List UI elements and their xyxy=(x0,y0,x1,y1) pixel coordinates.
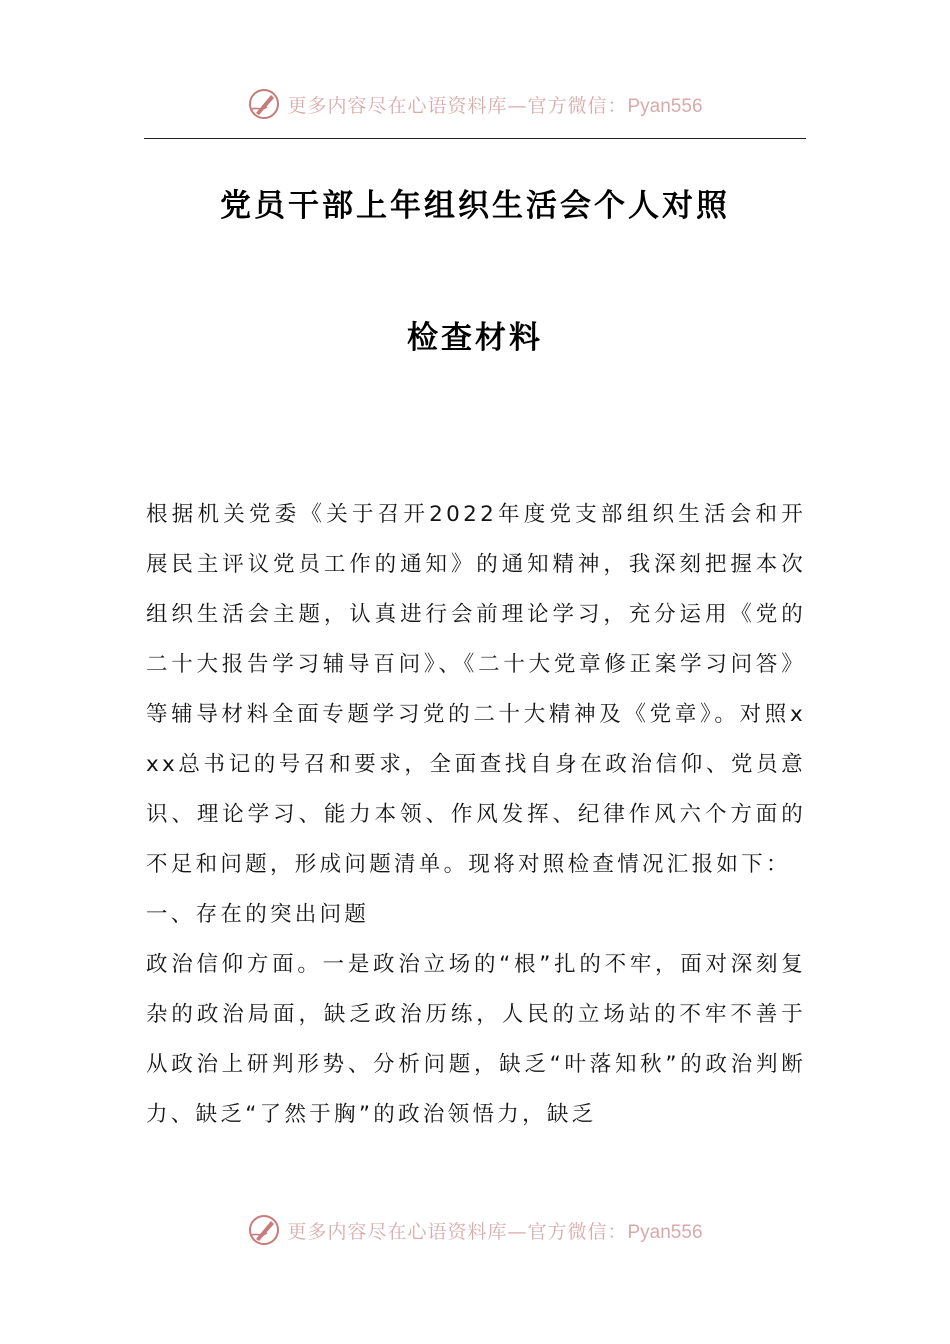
watermark-text: 更多内容尽在心语资料库—官方微信：Pyan556 xyxy=(287,94,703,117)
quill-pen-logo-icon xyxy=(247,87,281,121)
section-1-paragraph: 政治信仰方面。一是政治立场的“根”扎的不牢，面对深刻复杂的政治局面，缺乏政治历练，人民的立场站的不牢不善于从政治上研判形势、分析问题，缺乏“叶落知秋”的政治判断力、缺乏“了然于胸”的政治领悟力，缺乏 xyxy=(146,952,806,1127)
section-heading-1: 一、存在的突出问题 xyxy=(146,902,370,927)
watermark-text: 更多内容尽在心语资料库—官方微信：Pyan556 xyxy=(287,1220,703,1243)
document-title-line-2: 检查材料 xyxy=(407,320,543,356)
header-divider xyxy=(144,138,806,139)
watermark-footer xyxy=(0,1210,950,1250)
watermark-header xyxy=(0,84,950,124)
document-title-line-1: 党员干部上年组织生活会个人对照 xyxy=(220,188,730,224)
quill-pen-logo-icon xyxy=(247,1213,281,1247)
intro-paragraph: 根据机关党委《关于召开2022年度党支部组织生活会和开展民主评议党员工作的通知》的通知精神，我深刻把握本次组织生活会主题，认真进行会前理论学习，充分运用《党的二十大报告学习辅导百问》、《二十大党章修正案学习问答》等辅导材料全面专题学习党的二十大精神及《党章》。对照xxx总书记的号召和要求，全面查找自身在政治信仰、党员意识、理论学习、能力本领、作风发挥、纪律作风六个方面的不足和问题，形成问题清单。现将对照检查情况汇报如下： xyxy=(146,502,806,877)
document-body xyxy=(146,490,806,1140)
